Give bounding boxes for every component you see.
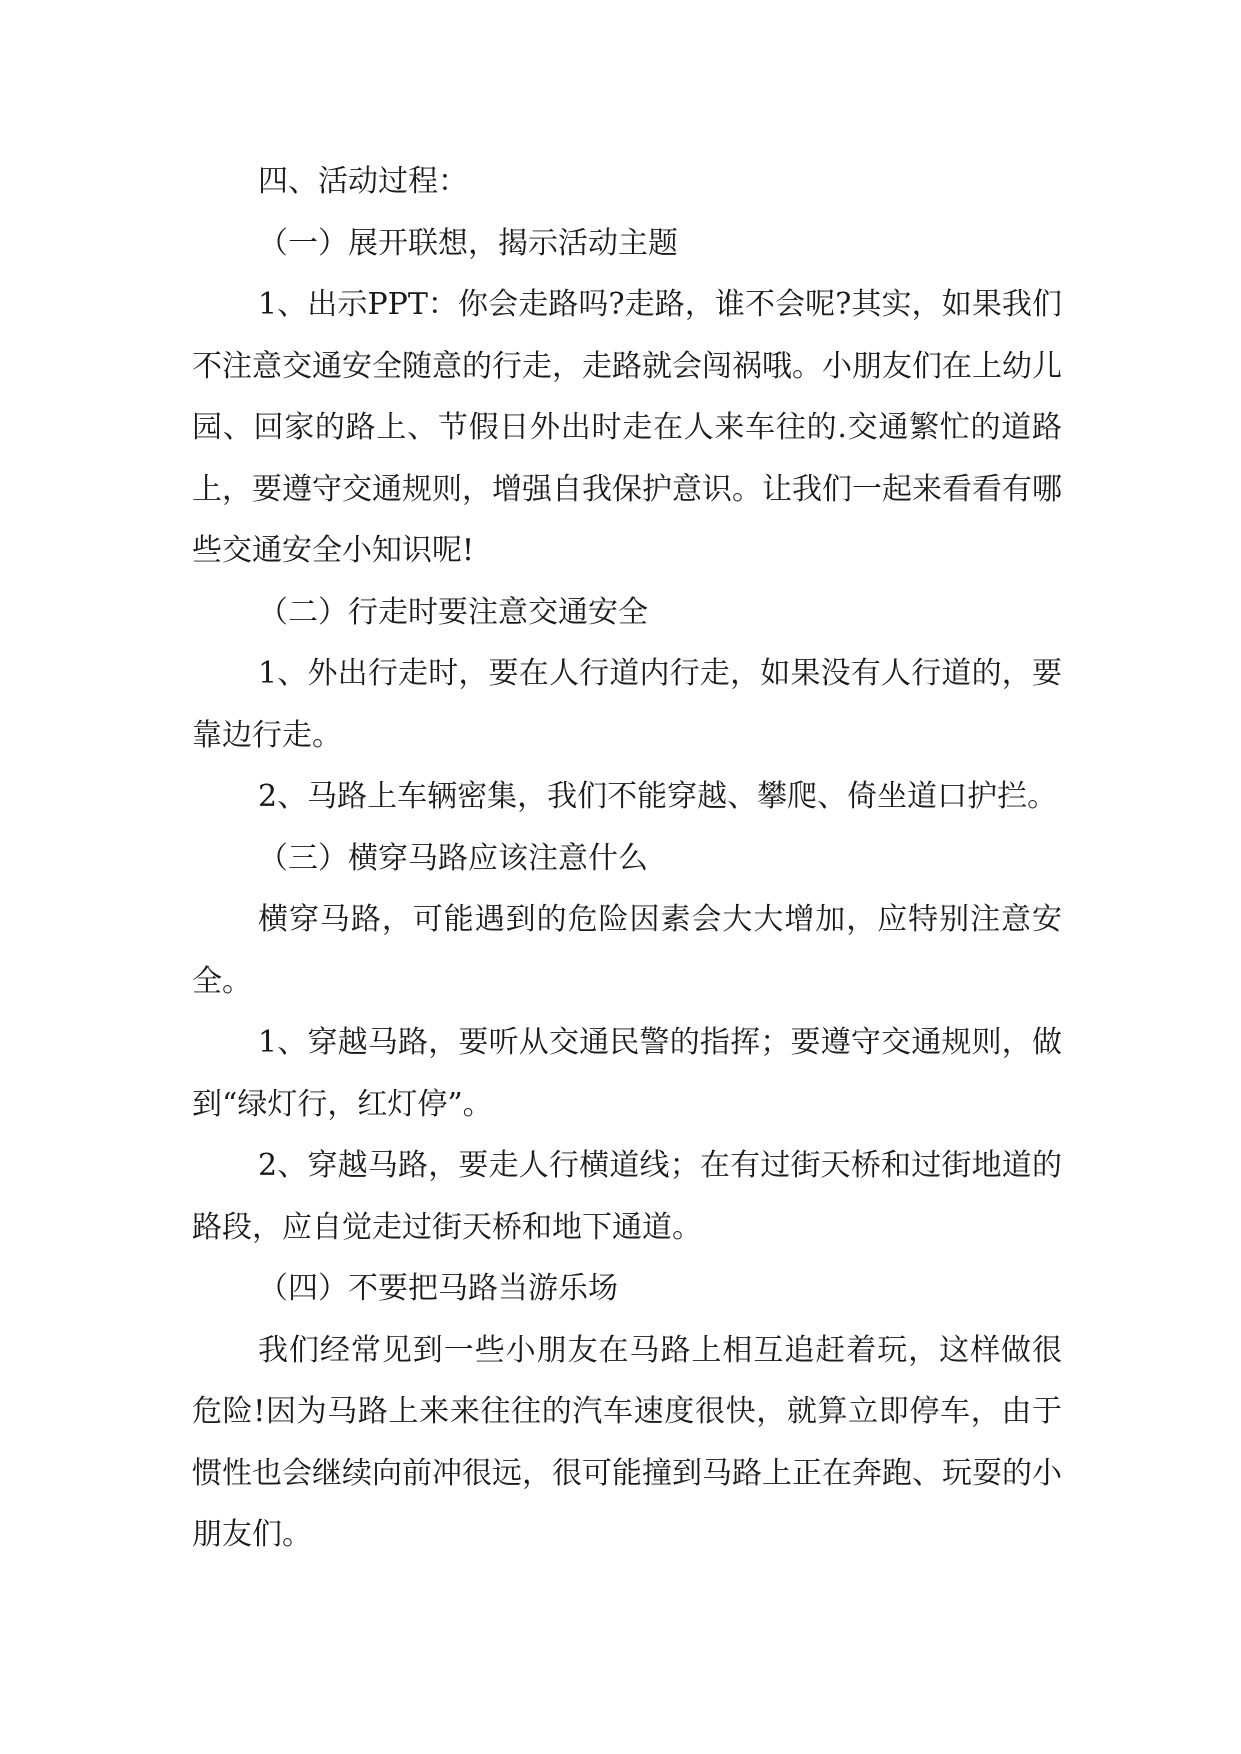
body-paragraph: 2、马路上车辆密集，我们不能穿越、攀爬、倚坐道口护拦。 [258,779,1058,814]
subsection-heading: （一）展开联想，揭示活动主题 [258,225,678,261]
body-paragraph: 我们经常见到一些小朋友在马路上相互追赶着玩，这样做很危险!因为马路上来来往往的汽车速度很快，就算立即停车，由于惯性也会继续向前冲很远，很可能撞到马路上正在奔跑、玩耍的小朋友们。 [192,1332,1062,1552]
subsection-heading: （二）行走时要注意交通安全 [258,594,648,630]
body-paragraph: 1、出示PPT：你会走路吗?走路，谁不会呢?其实，如果我们不注意交通安全随意的行走，走路就会闯祸哦。小朋友们在上幼儿园、回家的路上、节假日外出时走在人来车往的.交通繁忙的道路上，要遵守交通规则，增强自我保护意识。让我们一起来看看有哪些交通安全小知识呢! [192,287,1062,568]
body-paragraph: 2、穿越马路，要走人行横道线；在有过街天桥和过街地道的路段，应自觉走过街天桥和地下通道。 [192,1148,1062,1245]
subsection-heading: （三）横穿马路应该注意什么 [258,840,648,876]
section-heading: 四、活动过程： [258,164,468,199]
document-body [192,151,1062,1566]
body-paragraph: 1、外出行走时，要在人行道内行走，如果没有人行道的，要靠边行走。 [192,656,1062,753]
body-paragraph: 1、穿越马路，要听从交通民警的指挥；要遵守交通规则，做到“绿灯行，红灯停”。 [192,1025,1062,1122]
subsection-heading: （四）不要把马路当游乐场 [258,1271,618,1306]
body-paragraph: 横穿马路，可能遇到的危险因素会大大增加，应特别注意安全。 [192,902,1062,999]
